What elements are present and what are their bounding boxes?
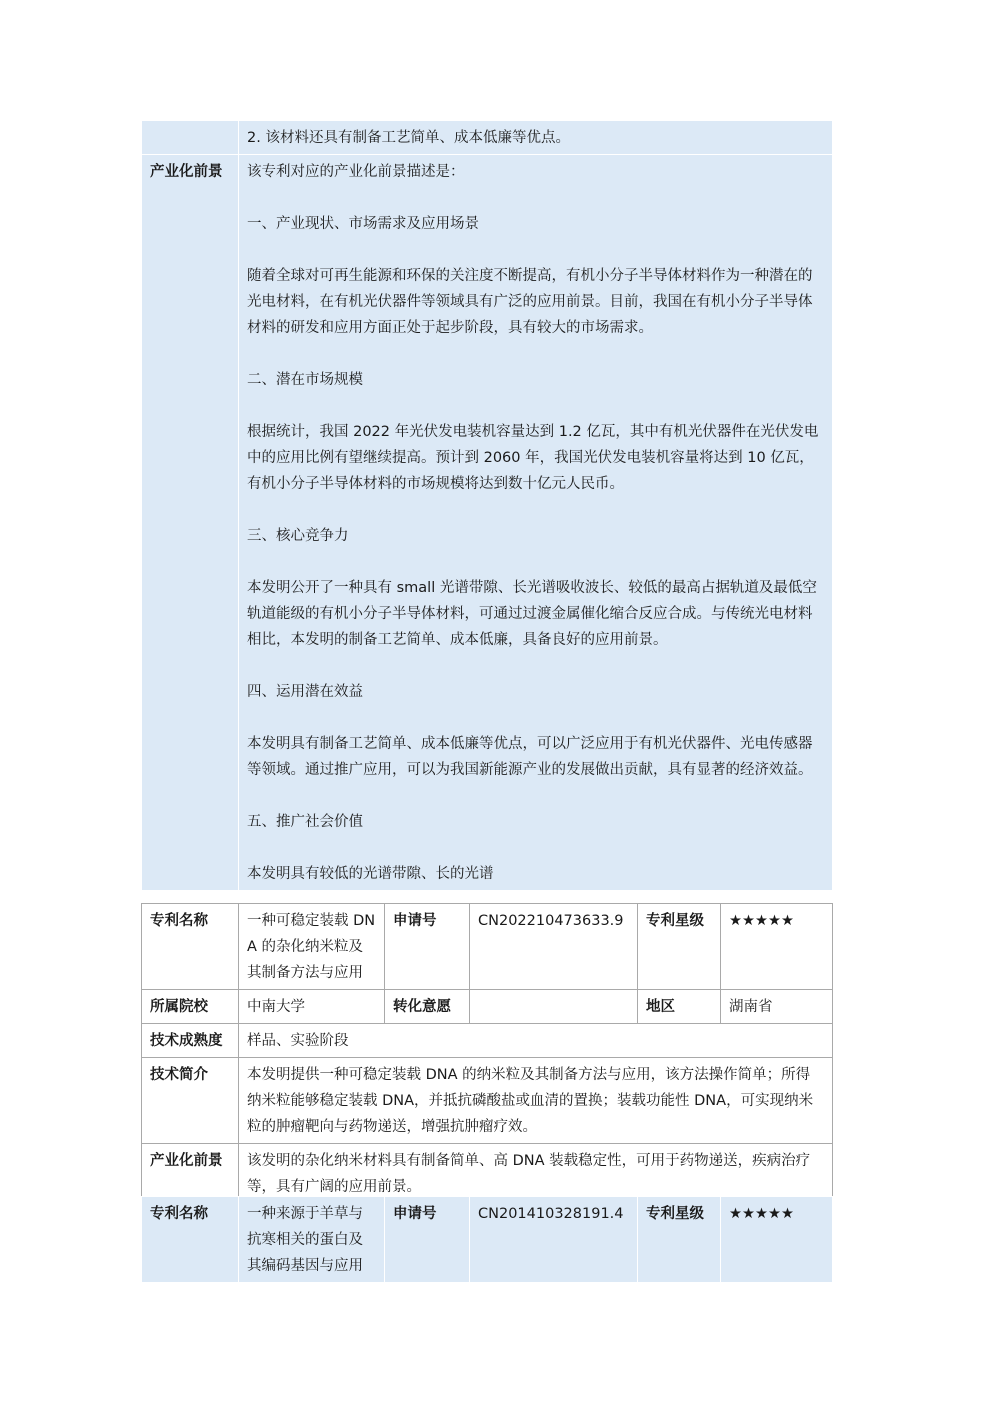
patent-name-label: 专利名称 [142, 1197, 239, 1283]
table-row [142, 1144, 833, 1204]
heading-industry-status: 一、产业现状、市场需求及应用场景 [247, 216, 479, 232]
table-row [142, 155, 833, 891]
prospect-intro: 该专利对应的产业化前景描述是： [247, 164, 465, 180]
table-row [142, 990, 833, 1024]
paragraph-industry-status: 随着全球对可再生能源和环保的关注度不断提高，有机小分子半导体材料作为一种潜在的光电材料，在有机光伏器件等领域具有广泛的应用前景。目前，我国在有机小分子半导体材料的研发和应用方面正处于起步阶段，具有较大的市场需求。 [247, 268, 813, 336]
heading-potential-benefits: 四、运用潜在效益 [247, 684, 363, 700]
patent-rating-stars: ★★★★★ [721, 904, 833, 990]
transfer-intent-value [470, 990, 638, 1024]
label-cell-empty [142, 121, 239, 155]
paragraph-social-value: 本发明具有较低的光谱带隙、长的光谱 [247, 866, 494, 882]
paragraph-core-competitiveness: 本发明公开了一种具有 small 光谱带隙、长光谱吸收波长、较低的最高占据轨道及最低空轨道能级的有机小分子半导体材料，可通过过渡金属催化缩合反应合成。与传统光电材料相比，本发明的制备工艺简单、成本低廉，具备良好的应用前景。 [247, 580, 817, 648]
patent-name-value: 一种可稳定装载 DNA 的杂化纳米粒及其制备方法与应用 [239, 904, 385, 990]
application-number-value: CN201410328191.4 [470, 1197, 638, 1283]
tech-intro-value: 本发明提供一种可稳定装载 DNA 的纳米粒及其制备方法与应用，该方法操作简单；所得纳米粒能够稳定装载 DNA，并抵抗磷酸盐或血清的置换；装载功能性 DNA，可实现纳米粒的肿瘤靶向与药物递送，增强抗肿瘤疗效。 [239, 1058, 833, 1144]
paragraph-market-size: 根据统计，我国 2022 年光伏发电装机容量达到 1.2 亿瓦，其中有机光伏器件在光伏发电中的应用比例有望继续提高。预计到 2060 年，我国光伏发电装机容量将达到 10 亿瓦，有机小分子半导体材料的市场规模将达到数十亿元人民币。 [247, 424, 819, 492]
table-row [142, 121, 833, 155]
patent-rating-label: 专利星级 [638, 1197, 721, 1283]
application-number-label: 申请号 [385, 904, 470, 990]
patent-name-label: 专利名称 [142, 904, 239, 990]
maturity-label: 技术成熟度 [142, 1024, 239, 1058]
prospect-value: 该发明的杂化纳米材料具有制备简单、高 DNA 装载稳定性，可用于药物递送，疾病治疗等，具有广阔的应用前景。 [239, 1144, 833, 1204]
patent-table-continued [141, 120, 833, 891]
patent-table-leymus-protein [141, 1196, 833, 1283]
patent-rating-stars: ★★★★★ [721, 1197, 833, 1283]
region-value: 湖南省 [721, 990, 833, 1024]
paragraph-potential-benefits: 本发明具有制备工艺简单、成本低廉等优点，可以广泛应用于有机光伏器件、光电传感器等领域。通过推广应用，可以为我国新能源产业的发展做出贡献，具有显著的经济效益。 [247, 736, 813, 778]
tech-intro-label: 技术简介 [142, 1058, 239, 1144]
prospect-label: 产业化前景 [142, 155, 239, 891]
heading-market-size: 二、潜在市场规模 [247, 372, 363, 388]
patent-name-value: 一种来源于羊草与抗寒相关的蛋白及其编码基因与应用 [239, 1197, 385, 1283]
region-label: 地区 [638, 990, 721, 1024]
heading-core-competitiveness: 三、核心竞争力 [247, 528, 349, 544]
patent-rating-label: 专利星级 [638, 904, 721, 990]
continued-advantage-text: 2. 该材料还具有制备工艺简单、成本低廉等优点。 [239, 121, 833, 155]
application-number-label: 申请号 [385, 1197, 470, 1283]
school-value: 中南大学 [239, 990, 385, 1024]
transfer-intent-label: 转化意愿 [385, 990, 470, 1024]
heading-social-value: 五、推广社会价值 [247, 814, 363, 830]
table-row [142, 1024, 833, 1058]
maturity-value: 样品、实验阶段 [239, 1024, 833, 1058]
application-number-value: CN202210473633.9 [470, 904, 638, 990]
table-row [142, 1058, 833, 1144]
prospect-label: 产业化前景 [142, 1144, 239, 1204]
prospect-description [239, 155, 833, 891]
patent-table-dna-nanoparticle [141, 903, 833, 1204]
table-row [142, 1197, 833, 1283]
table-row [142, 904, 833, 990]
school-label: 所属院校 [142, 990, 239, 1024]
